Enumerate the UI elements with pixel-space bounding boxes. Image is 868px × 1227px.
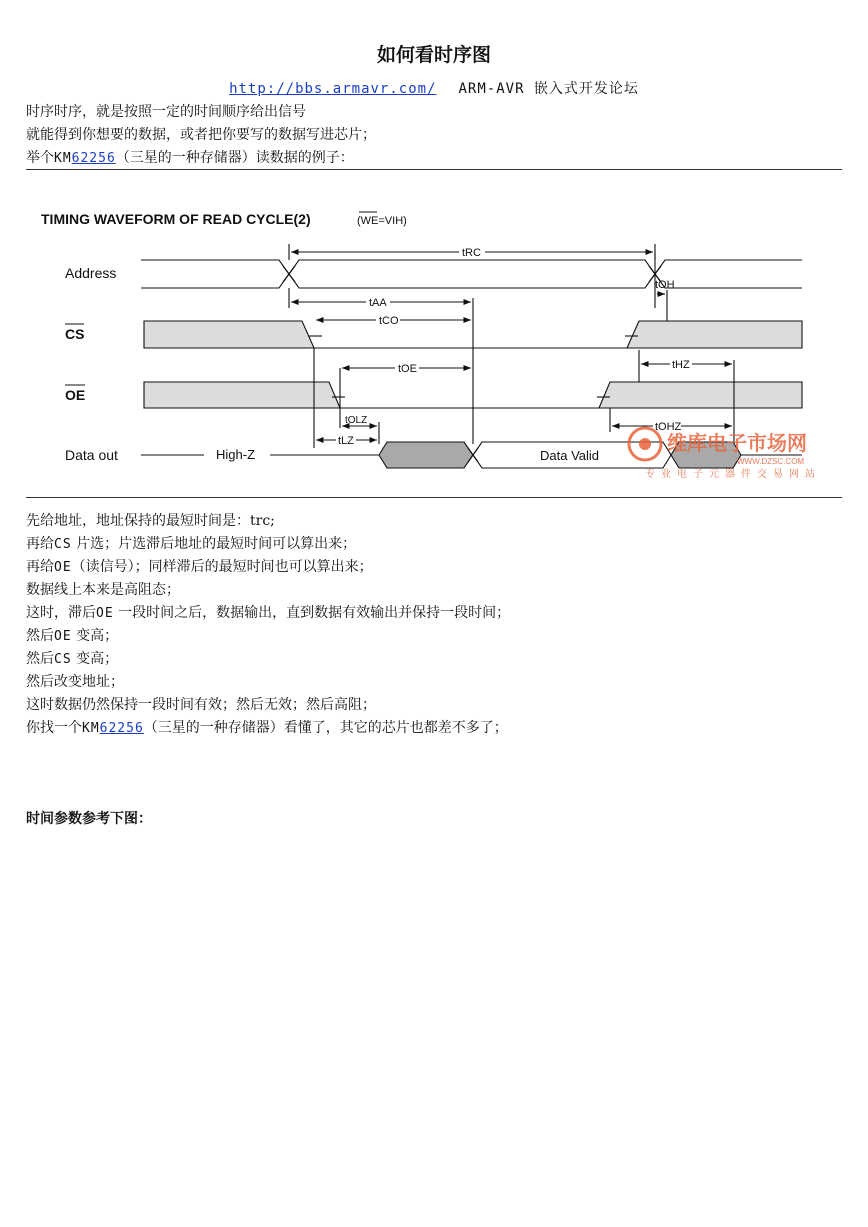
- timing-tco: tCO: [379, 315, 399, 327]
- timing-trc: tRC: [462, 247, 481, 259]
- timing-tohz: tOHZ: [655, 421, 682, 433]
- watermark-url: WWW.DZSC.COM: [737, 457, 805, 466]
- km62256-link-2[interactable]: 62256: [99, 721, 144, 736]
- signal-cs-label: CS: [65, 326, 85, 342]
- explain-line-4: 数据线上本来是高阻态；: [26, 582, 180, 598]
- page-title: 如何看时序图: [376, 44, 491, 66]
- intro-line-3: 举个KM62256（三星的一种存储器）读数据的例子：: [26, 150, 354, 166]
- timing-toh: tOH: [655, 279, 675, 291]
- explain-line-7: 然后CS 变高；: [26, 651, 119, 667]
- explain-line-5: 这时，滞后OE 一段时间之后，数据输出，直到数据有效输出并保持一段时间；: [26, 605, 511, 621]
- timing-toe: tOE: [398, 363, 417, 375]
- section-heading: 时间参数参考下图：: [26, 811, 152, 827]
- km62256-link[interactable]: 62256: [71, 151, 116, 166]
- watermark-main: 维库电子市场网: [667, 433, 807, 455]
- divider-bottom: [26, 497, 842, 498]
- intro-text: [26, 101, 376, 170]
- intro-line-2: 就能得到你想要的数据，或者把你要写的数据写进芯片；: [26, 127, 376, 143]
- explain-line-1: 先给地址，地址保持的最短时间是：trc;: [26, 513, 275, 529]
- explain-line-2: 再给CS 片选；片选滞后地址的最短时间可以算出来；: [26, 536, 357, 552]
- divider-top: [26, 169, 842, 170]
- diagram-condition: (WE=VIH): [357, 215, 407, 227]
- timing-diagram: [27, 182, 841, 486]
- explain-line-9: 这时数据仍然保持一段时间有效；然后无效；然后高阻；: [26, 697, 376, 713]
- diagram-title: TIMING WAVEFORM OF READ CYCLE(2): [41, 211, 311, 227]
- watermark-sub: 专业电子元器件交易网站: [645, 469, 821, 480]
- timing-taa: tAA: [369, 297, 387, 309]
- timing-tolz: tOLZ: [345, 415, 368, 426]
- explain-line-10: 你找一个KM62256（三星的一种存储器）看懂了，其它的芯片也都差不多了；: [26, 720, 508, 736]
- forum-name: ARM-AVR 嵌入式开发论坛: [458, 81, 639, 97]
- timing-thz: tHZ: [672, 359, 690, 371]
- highz-label: High-Z: [216, 447, 256, 462]
- signal-oe-label: OE: [65, 387, 86, 403]
- watermark-logo: [629, 428, 821, 480]
- address-waveform: [141, 260, 802, 288]
- explain-line-8: 然后改变地址；: [26, 674, 124, 690]
- forum-link[interactable]: http://bbs.armavr.com/: [229, 81, 437, 97]
- explanation-text: [26, 510, 510, 740]
- signal-address-label: Address: [65, 265, 117, 281]
- intro-line-1: 时序时序，就是按照一定的时间顺序给出信号: [26, 104, 306, 120]
- timing-tlz: tLZ: [338, 435, 354, 447]
- signal-dataout-label: Data out: [65, 447, 118, 463]
- data-valid-label: Data Valid: [540, 448, 600, 463]
- explain-line-3: 再给OE（读信号）；同样滞后的最短时间也可以算出来；: [26, 559, 373, 575]
- header-line: [0, 78, 868, 98]
- explain-line-6: 然后OE 变高；: [26, 628, 119, 644]
